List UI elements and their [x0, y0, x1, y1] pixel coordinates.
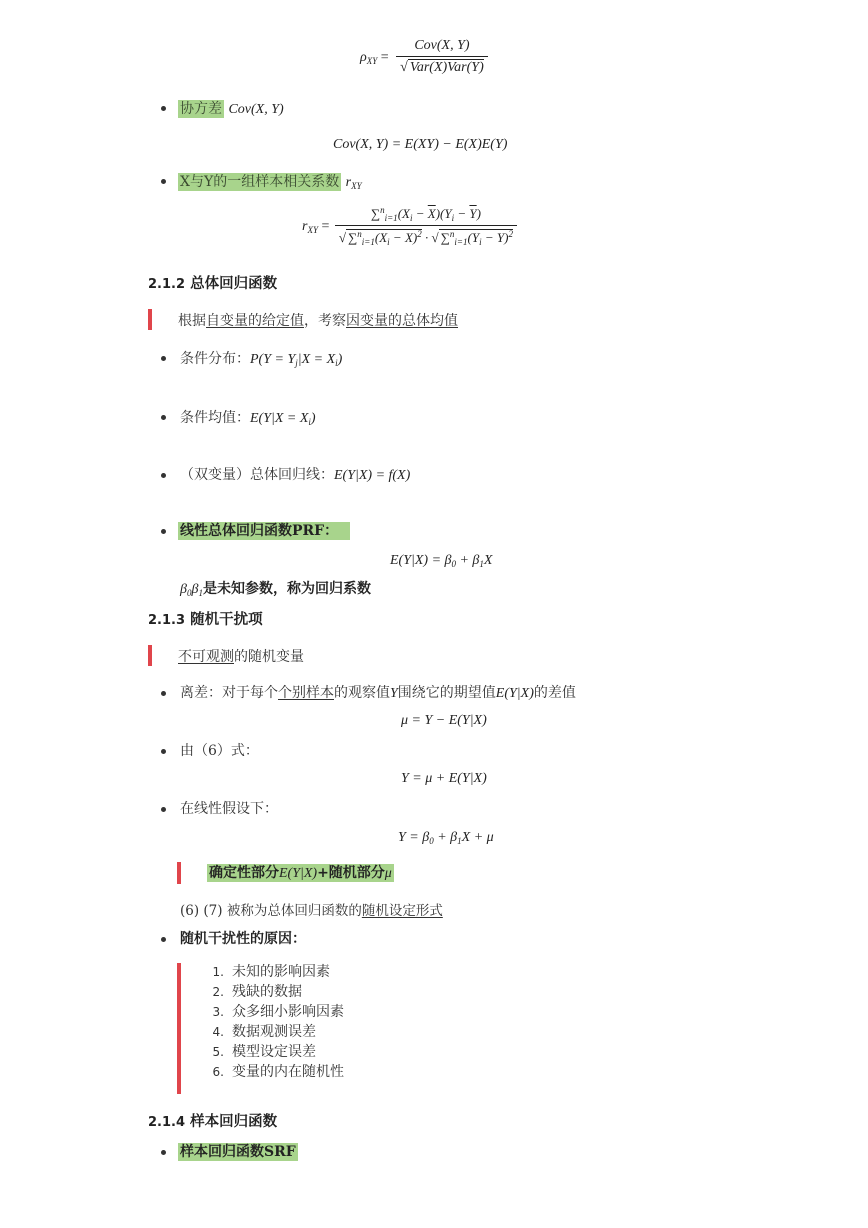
formula-prf: $E(Y|X) = \beta_0 + \beta_1X$	[390, 553, 493, 569]
linear-assumption-item: 在线性假设下：	[180, 801, 278, 817]
list-item: 2. 残缺的数据	[212, 984, 302, 1000]
linear-prf-item	[178, 520, 350, 540]
bullet-dot	[161, 356, 166, 361]
bullet-dot	[161, 529, 166, 534]
formula-mu: μ = Y − E(Y|X)	[401, 713, 487, 728]
list-item: 1. 未知的影响因素	[212, 964, 330, 980]
from6-item: 由（6）式：	[180, 743, 259, 759]
cond-dist-item: 条件分布：$P(Y = Y_j|X = X_i)$	[180, 351, 343, 368]
bullet-dot	[161, 415, 166, 420]
cov-bullet	[178, 98, 284, 118]
reasons-label: 随机干扰性的原因：	[180, 931, 306, 947]
params-note: $\beta_0\beta_1$是未知参数，称为回归系数	[180, 581, 371, 598]
quote-bar	[148, 309, 152, 330]
list-item: 3. 众多细小影响因素	[212, 1004, 344, 1020]
quote-bar	[177, 963, 181, 1094]
linear-prf-label: 线性总体回归函数PRF：	[178, 522, 350, 540]
cov-label: 协方差	[180, 101, 222, 117]
reasons-list	[206, 961, 344, 1081]
bullet-dot	[161, 937, 166, 942]
quote-bar	[177, 862, 181, 884]
list-item: 6. 变量的内在随机性	[212, 1064, 344, 1080]
bullet-dot	[161, 691, 166, 696]
section-heading-2-1-4: 2.1.4 样本回归函数	[148, 1114, 278, 1130]
bullet-dot	[161, 473, 166, 478]
random-form-note: (6) (7) 被称为总体回归函数的随机设定形式	[180, 903, 443, 919]
formula-rho: $\rho_{XY}$ = $\frac{\text{Cov(X, Y)}}{\text{√ Var(X)Var(Y)}}$	[360, 38, 488, 76]
quote-disturbance: 不可观测的随机变量	[178, 649, 304, 665]
det-random-callout: 确定性部分E(Y|X)+随机部分μ	[209, 865, 392, 881]
bullet-dot	[161, 807, 166, 812]
formula-y-linear: $Y = \beta_0 + \beta_1X + \mu$	[398, 830, 494, 846]
bivariate-item: （双变量）总体回归线：E(Y|X) = f(X)	[180, 467, 411, 483]
bullet-dot	[161, 106, 166, 111]
srf-label: 样本回归函数SRF	[180, 1144, 296, 1160]
bullet-dot	[161, 179, 166, 184]
sample-corr-bullet: X与Y的一组样本相关系数 $r_{XY}$	[180, 174, 362, 191]
bullet-dot	[161, 1150, 166, 1155]
formula-r: $r_{XY}$ = $\frac{\sum^n_{i=1}(X_i - \overline{X})(Y_i - \overline{Y})}{√ \sum^n_{i=1}(X_i - \overline{X})^2 \cdot √ \sum^n_{i=1}(Y_i - \overline{Y})^2}$	[302, 205, 517, 247]
srf-item	[178, 1141, 298, 1161]
cov-math: Cov(X, Y)	[228, 102, 284, 117]
section-heading-2-1-3: 2.1.3 随机干扰项	[148, 612, 263, 628]
formula-cov: Cov(X, Y) = E(XY) − E(X)E(Y)	[333, 137, 508, 152]
sample-corr-label: X与Y的一组样本相关系数	[180, 174, 340, 190]
cond-mean-item: 条件均值：$E(Y|X = X_i)$	[180, 410, 316, 427]
section-heading-2-1-2: 2.1.2 总体回归函数	[148, 276, 278, 292]
list-item: 4. 数据观测误差	[212, 1024, 316, 1040]
bullet-dot	[161, 749, 166, 754]
deviation-item: 离差：对于每个个别样本的观察值Y围绕它的期望值E(Y|X)的差值	[180, 685, 576, 701]
quote-prf: 根据自变量的给定值，考察因变量的总体均值	[178, 313, 458, 329]
list-item: 5. 模型设定误差	[212, 1044, 316, 1060]
quote-bar	[148, 645, 152, 666]
formula-y: Y = μ + E(Y|X)	[401, 771, 487, 786]
